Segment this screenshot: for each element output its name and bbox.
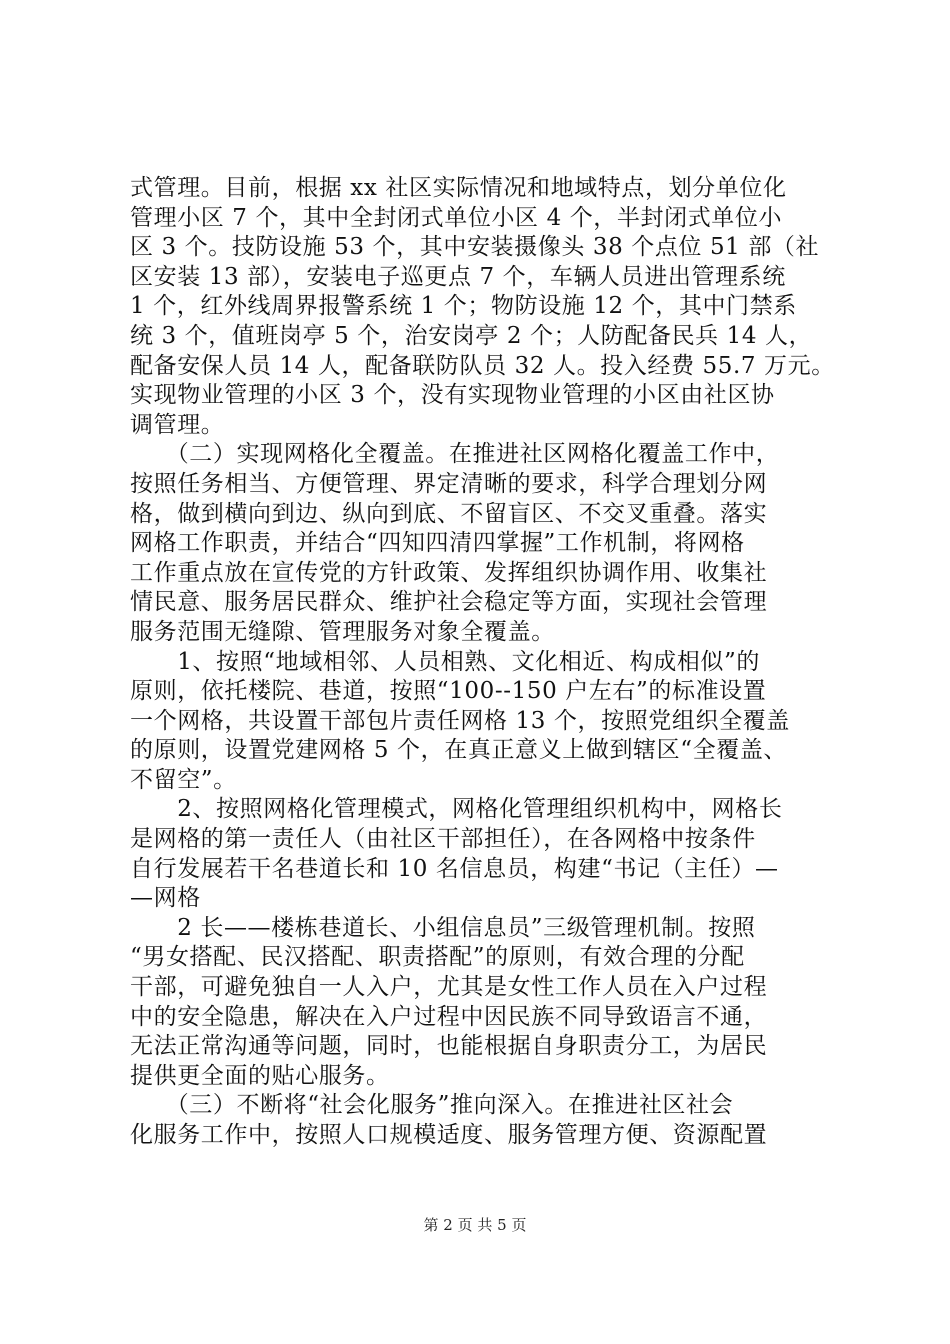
body-text	[130, 174, 835, 1151]
text-line: 服务范围无缝隙、管理服务对象全覆盖。	[130, 618, 555, 645]
text-line: 2 长——楼栋巷道长、小组信息员”三级管理机制。按照	[130, 914, 756, 941]
text-line: 不留空”。	[130, 766, 237, 793]
text-line: 按照任务相当、方便管理、界定清晰的要求，科学合理划分网	[130, 470, 768, 497]
text-line: 1、按照“地域相邻、人员相熟、文化相近、构成相似”的	[130, 648, 760, 675]
text-line: 区 3 个。技防设施 53 个，其中安装摄像头 38 个点位 51 部（社	[130, 234, 820, 261]
text-line: 的原则，设置党建网格 5 个，在真正意义上做到辖区“全覆盖、	[130, 737, 788, 764]
page-footer: 第 2 页 共 5 页	[423, 1216, 527, 1234]
text-line: 格，做到横向到边、纵向到底、不留盲区、不交叉重叠。落实	[130, 500, 768, 527]
text-line: 区安装 13 部），安装电子巡更点 7 个，车辆人员进出管理系统	[130, 263, 786, 290]
text-line: 无法正常沟通等问题，同时，也能根据自身职责分工，为居民	[130, 1033, 768, 1060]
text-line: 情民意、服务居民群众、维护社会稳定等方面，实现社会管理	[130, 589, 768, 616]
text-line: 是网格的第一责任人（由社区干部担任），在各网格中按条件	[130, 826, 756, 853]
text-line: 网格工作职责，并结合“四知四清四掌握”工作机制，将网格	[130, 530, 745, 557]
text-line: 统 3 个，值班岗亭 5 个，治安岗亭 2 个；人防配备民兵 14 人，	[130, 322, 813, 349]
text-line: （二）实现网格化全覆盖。在推进社区网格化覆盖工作中，	[130, 441, 780, 468]
text-line: 工作重点放在宣传党的方针政策、发挥组织协调作用、收集社	[130, 559, 768, 586]
text-line: 1 个，红外线周界报警系统 1 个；物防设施 12 个，其中门禁系	[130, 293, 797, 320]
text-line: 实现物业管理的小区 3 个，没有实现物业管理的小区由社区协	[130, 382, 775, 409]
text-line: 2、按照网格化管理模式，网格化管理组织机构中，网格长	[130, 796, 783, 823]
text-line: 化服务工作中，按照人口规模适度、服务管理方便、资源配置	[130, 1122, 768, 1148]
text-line: 干部，可避免独自一人入户，尤其是女性工作人员在入户过程	[130, 974, 768, 1001]
text-line: “男女搭配、民汉搭配、职责搭配”的原则，有效合理的分配	[130, 944, 745, 971]
text-line: 调管理。	[130, 411, 225, 438]
text-line: 一个网格，共设置干部包片责任网格 13 个，按照党组织全覆盖	[130, 707, 790, 734]
text-line: —网格	[130, 885, 201, 912]
text-line: 自行发展若干名巷道长和 10 名信息员，构建“书记（主任）—	[130, 855, 779, 882]
text-line: 中的安全隐患，解决在入户过程中因民族不同导致语言不通，	[130, 1003, 768, 1030]
text-line: 提供更全面的贴心服务。	[130, 1062, 390, 1089]
text-line: 原则，依托楼院、巷道，按照“100--150 户左右”的标准设置	[130, 678, 767, 705]
text-line: 管理小区 7 个，其中全封闭式单位小区 4 个，半封闭式单位小	[130, 204, 783, 231]
text-line: （三）不断将“社会化服务”推向深入。在推进社区社会	[130, 1092, 734, 1119]
text-line: 式管理。目前，根据 xx 社区实际情况和地域特点，划分单位化	[130, 175, 787, 201]
text-line: 配备安保人员 14 人，配备联防队员 32 人。投入经费 55.7 万元。	[130, 352, 835, 379]
